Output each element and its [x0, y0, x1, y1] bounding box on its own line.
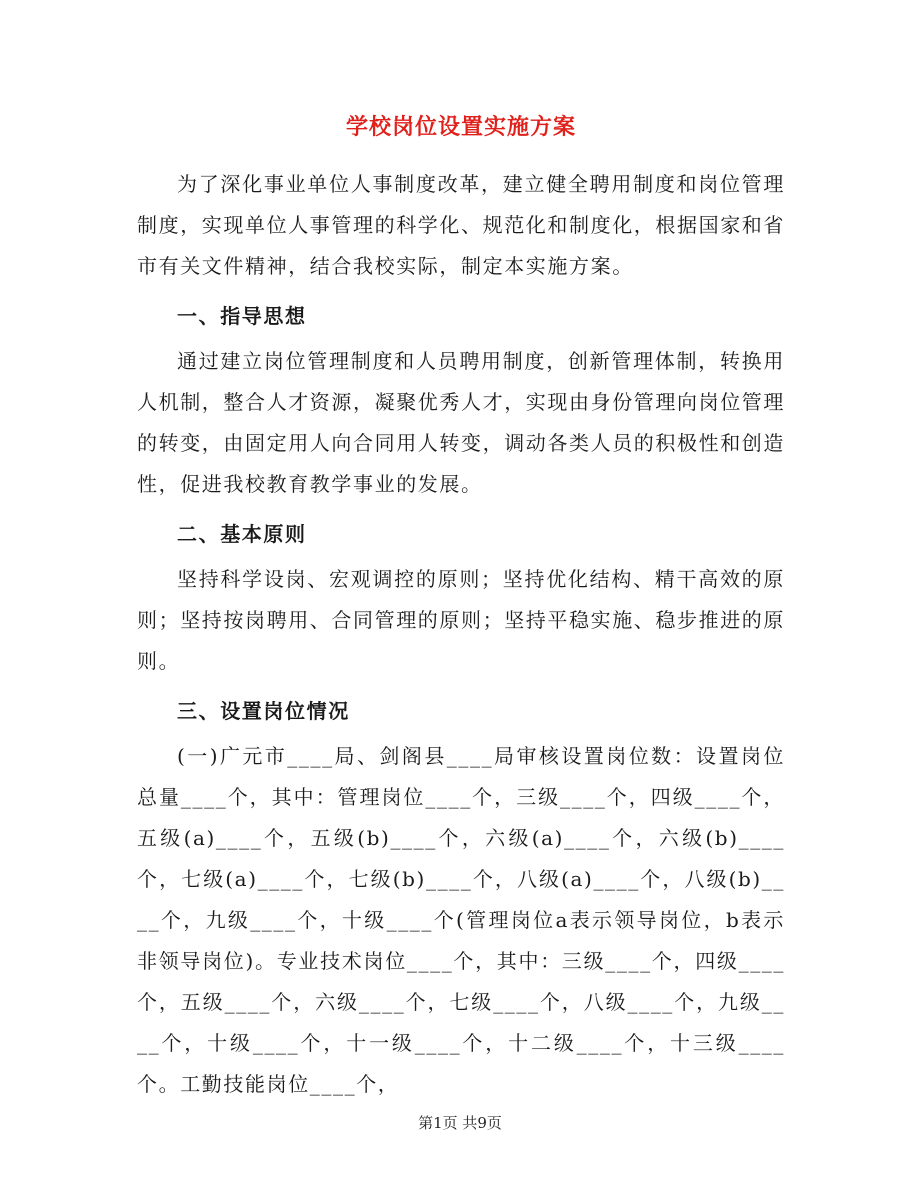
section-heading-guiding-ideology: 一、指导思想 — [177, 304, 307, 328]
section-body-basic-principles: 坚持科学设岗、宏观调控的原则；坚持优化结构、精干高效的原则；坚持按岗聘用、合同管理的原则；坚持平稳实施、稳步推进的原则。 — [137, 567, 785, 673]
section-heading-basic-principles: 二、基本原则 — [177, 522, 307, 546]
section-heading-position-setup: 三、设置岗位情况 — [177, 699, 350, 723]
section-body-guiding-ideology: 通过建立岗位管理制度和人员聘用制度，创新管理体制，转换用人机制，整合人才资源，凝聚优秀人才，实现由身份管理向岗位管理的转变，由固定用人向合同用人转变，调动各类人员的积极性和创造性，促进我校教育教学事业的发展。 — [137, 349, 785, 496]
section-body-position-setup: (一)广元市____局、剑阁县____局审核设置岗位数：设置岗位总量____个，其中：管理岗位____个，三级____个，四级____个，五级(a)____个，五级(b)____个，六级(a)____个，六级(b)____个，七级(a)____个，七级(b)____个，八级(a)____个，八级(b)____个，九级____个，十级____个(管理岗位a表示领导岗位，b表示非领导岗位)。专业技术岗位____个，其中：三级____个，四级____个，五级____个，六级____个，七级____个，八级____个，九级____个，十级____个，十一级____个，十二级____个，十三级____个。工勤技能岗位____个， — [137, 744, 785, 1096]
document-body — [137, 104, 785, 1105]
document-title: 学校岗位设置实施方案 — [345, 114, 576, 140]
page-number-footer: 第1页 共9页 — [418, 1114, 502, 1132]
intro-paragraph: 为了深化事业单位人事制度改革，建立健全聘用制度和岗位管理制度，实现单位人事管理的科学化、规范化和制度化，根据国家和省市有关文件精神，结合我校实际，制定本实施方案。 — [137, 172, 785, 278]
